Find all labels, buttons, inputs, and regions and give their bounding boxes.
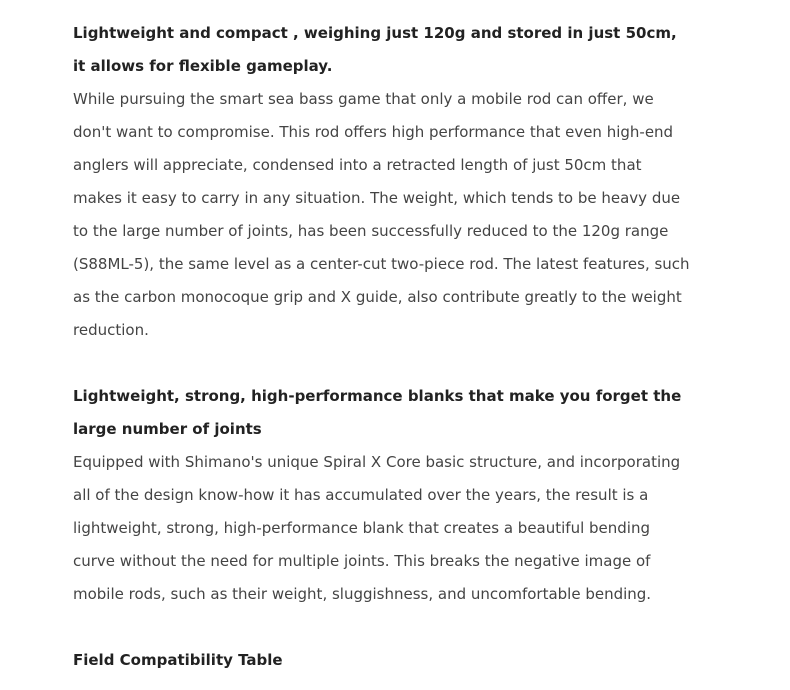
field-compatibility-table-heading: Field Compatibility Table [73, 651, 283, 669]
article-content [73, 17, 693, 644]
section-high-performance-blanks [73, 380, 693, 611]
section-body: While pursuing the smart sea bass game that only a mobile rod can offer, we don't want to compromise. This rod offers high performance that even high-end anglers will appreciate, condensed into a retracted length of just 50cm that makes it easy to carry in any situation. The weight, which tends to be heavy due to the large number of joints, has been successfully reduced to the 120g range (S88ML-5), the same level as a center-cut two-piece rod. The latest features, such as the carbon monocoque grip and X guide, also contribute greatly to the weight reduction. [73, 90, 690, 339]
section-lightweight-compact [73, 17, 693, 347]
section-heading: Lightweight, strong, high-performance blanks that make you forget the large number of joints [73, 387, 682, 438]
section-body: Equipped with Shimano's unique Spiral X Core basic structure, and incorporating all of the design know-how it has accumulated over the years, the result is a lightweight, strong, high-performance blank that creates a beautiful bending curve without the need for multiple joints. This breaks the negative image of mobile rods, such as their weight, sluggishness, and uncomfortable bending. [73, 453, 681, 603]
section-heading: Lightweight and compact , weighing just 120g and stored in just 50cm, it allows for flexible gameplay. [73, 24, 677, 75]
